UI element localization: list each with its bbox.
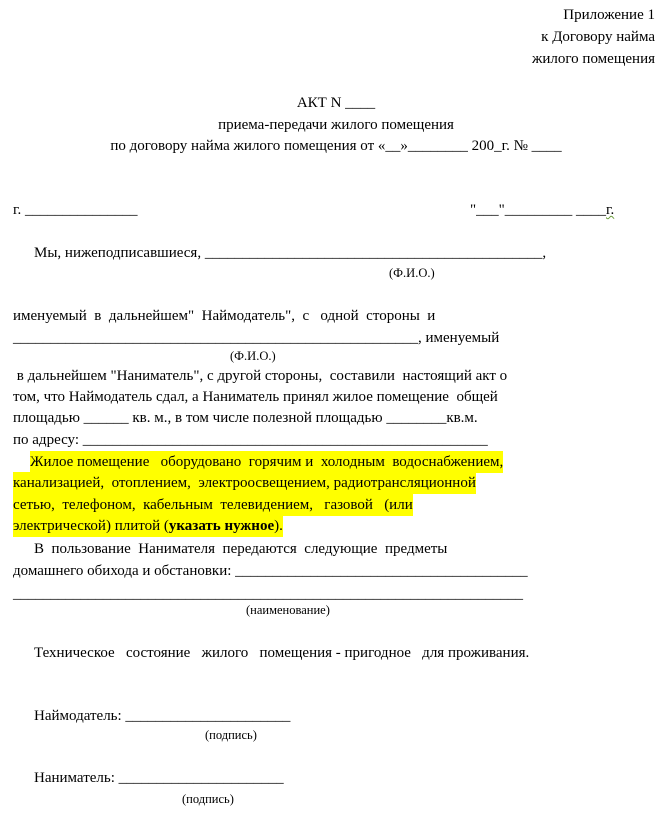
contract-reference: по договору найма жилого помещения от «__»________ 200_г. № ____	[110, 138, 562, 154]
act-subtitle: приема-передачи жилого помещения	[218, 117, 454, 133]
signature-caption: (подпись)	[205, 728, 257, 742]
equipment-text: электрической) плитой (	[13, 518, 169, 534]
appendix-line-2: к Договору найма	[541, 29, 655, 45]
landlord-designation: именуемый в дальнейшем" Наймодатель", с одной стороны и	[13, 308, 436, 324]
appendix-line-3: жилого помещения	[532, 51, 655, 67]
highlighted-equipment-line: канализацией, отоплением, электроосвещением, радиотрансляционной	[13, 472, 476, 494]
fio-caption: (Ф.И.О.)	[389, 266, 435, 280]
items-blank-line: ____________________________________________________________________	[13, 586, 523, 602]
date-year-suffix: г.	[606, 202, 615, 218]
tenant-signature-line: Наниматель: ______________________	[34, 770, 284, 786]
items-line: В пользование Нанимателя передаются следующие предметы	[34, 541, 448, 557]
signers-line: Мы, нижеподписавшиеся, _____________________________________________,	[34, 245, 547, 261]
items-line: домашнего обихода и обстановки: _______________________________________	[13, 563, 528, 579]
fio-caption: (Ф.И.О.)	[230, 349, 276, 363]
paragraph-line: том, что Наймодатель сдал, а Наниматель принял жилое помещение общей	[13, 389, 498, 405]
appendix-line-1: Приложение 1	[563, 7, 655, 23]
address-line: по адресу: ______________________________________________________	[13, 432, 488, 448]
date-blank: "___"_________ ____	[470, 202, 606, 218]
technical-state: Техническое состояние жилого помещения - пригодное для проживания.	[34, 645, 530, 661]
highlighted-equipment-line: сетью, телефоном, кабельным телевидением, газовой (или	[13, 494, 413, 516]
equipment-text-end: ).	[274, 518, 283, 534]
highlighted-equipment-line	[13, 515, 283, 537]
act-title: АКТ N ____	[296, 95, 376, 111]
signature-caption: (подпись)	[182, 792, 234, 806]
city-field: г. _______________	[13, 202, 138, 218]
name-caption: (наименование)	[246, 603, 330, 617]
specify-needed-bold: указать нужное	[168, 518, 275, 534]
date-field	[470, 199, 614, 221]
area-line: площадью ______ кв. м., в том числе полезной площадью ________кв.м.	[13, 410, 478, 426]
tenant-name-line: ______________________________________________________, именуемый	[13, 330, 500, 346]
paragraph-line: в дальнейшем "Наниматель", с другой стороны, составили настоящий акт о	[13, 368, 508, 384]
highlighted-equipment-line: Жилое помещение оборудовано горячим и холодным водоснабжением,	[30, 451, 503, 473]
landlord-signature-line: Наймодатель: ______________________	[34, 708, 291, 724]
